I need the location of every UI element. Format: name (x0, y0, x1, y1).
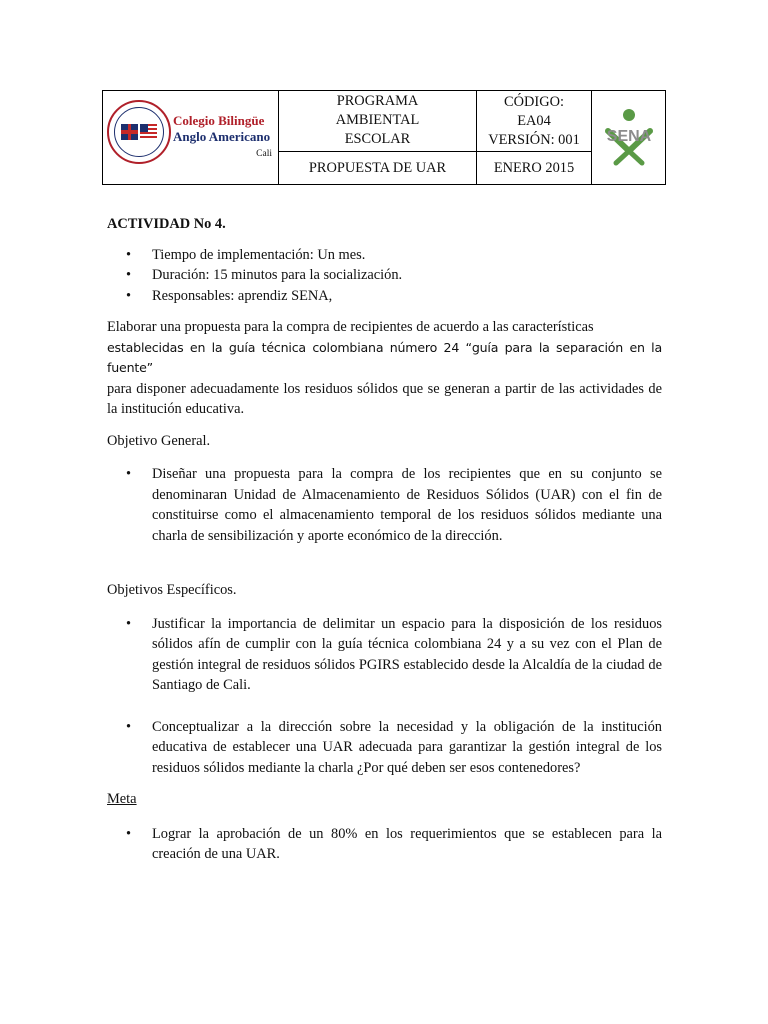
program-cell (279, 91, 477, 152)
activity-bullet-list (107, 245, 662, 307)
goal-bullet: • Lograr la aprobación de un 80% en los requerimientos que se establecen para la creación de una UAR. (107, 824, 662, 865)
us-flag-icon (140, 124, 157, 140)
school-seal-icon (107, 100, 171, 164)
school-name-line1: Colegio Bilingüe (173, 112, 265, 128)
program-title: PROGRAMA AMBIENTAL ESCOLAR (335, 93, 420, 148)
code-label: CÓDIGO: (504, 93, 564, 110)
general-objective-list (107, 464, 662, 546)
goal-list (107, 824, 662, 865)
intro-line1: Elaborar una propuesta para la compra de recipientes de acuerdo a las características (107, 319, 594, 335)
specific-objectives-list (107, 614, 662, 779)
sena-logo (596, 107, 662, 169)
intro-line2: establecidas en la guía técnica colombiana número 24 “guía para la separación en la fuente” (107, 339, 662, 375)
sena-logo-text: SENA (606, 127, 651, 145)
school-city: Cali (256, 148, 272, 159)
proposal-title: PROPUESTA DE UAR (308, 159, 447, 176)
specific-objective-bullet: • Justificar la importancia de delimitar un espacio para la disposición de los residuos sólidos afín de cumplir con la guía técnica colombiana 24 y a su vez con el Plan de gestión integral de residuos sólidos PGIRS establecido desde la Alcaldía de la ciudad de Santiago de Cali. (107, 614, 662, 696)
sena-logo-cell (592, 91, 666, 185)
version-label: VERSIÓN: 001 (488, 131, 580, 148)
school-name (173, 113, 270, 145)
document-date: ENERO 2015 (493, 159, 575, 176)
school-name-line2: Anglo Americano (173, 128, 271, 144)
sena-logo-icon (596, 107, 662, 169)
specific-objective-bullet: • Conceptualizar a la dirección sobre la necesidad y la obligación de la institución educativa de establecer una UAR adecuada para garantizar la gestión integral de los residuos sólidos mediante la charla ¿Por qué deben ser esos contenedores? (107, 717, 662, 779)
school-logo-cell (103, 91, 279, 185)
goal-title: Meta (107, 791, 137, 807)
general-objective-title: Objetivo General. (107, 432, 211, 449)
activity-bullet: • Responsables: aprendiz SENA, (107, 286, 662, 307)
document-body (107, 214, 662, 865)
general-objective-bullet: • Diseñar una propuesta para la compra de los recipientes que en su conjunto se denominaran Unidad de Almacenamiento de Residuos Sólidos (UAR) con el fin de constituirse como el almacenamiento temporal de los residuos sólidos mediante una charla de sensibilización y aporte económico de la dirección. (107, 464, 662, 546)
intro-rest: para disponer adecuadamente los residuos sólidos que se generan a partir de las actividades de la institución educativa. (107, 380, 662, 417)
document-header-table (102, 90, 666, 185)
code-cell (477, 91, 592, 152)
activity-bullet: • Duración: 15 minutos para la socialización. (107, 265, 662, 286)
uk-flag-icon (121, 124, 138, 140)
activity-bullet: • Tiempo de implementación: Un mes. (107, 245, 662, 266)
activity-title: ACTIVIDAD No 4. (107, 216, 226, 232)
date-cell (477, 152, 592, 185)
school-logo (103, 92, 278, 184)
specific-objectives-title: Objetivos Específicos. (107, 582, 237, 598)
code-value: EA04 (517, 112, 551, 129)
proposal-cell (279, 152, 477, 185)
activity-intro-paragraph (107, 317, 662, 420)
